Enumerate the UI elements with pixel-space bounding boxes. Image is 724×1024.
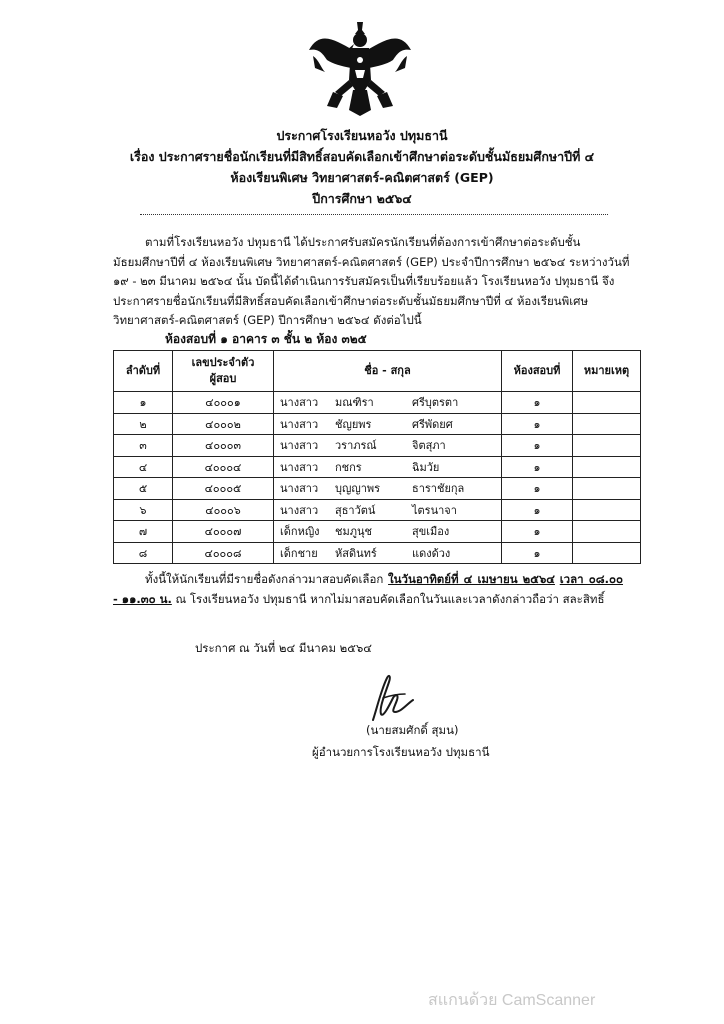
cell-id: ๔๐๐๐๓ <box>173 435 274 457</box>
cell-room: ๑ <box>502 392 573 414</box>
first-name: หัสดินทร์ <box>335 546 377 560</box>
name-prefix: นางสาว <box>280 482 319 496</box>
first-name: มณฑิรา <box>335 396 374 410</box>
header-id-line2: ผู้สอบ <box>209 372 237 385</box>
announcement-program: ห้องเรียนพิเศษ วิทยาศาสตร์-คณิตศาสตร์ (GEP) <box>230 170 494 185</box>
last-name: ไตรนาจา <box>412 503 457 517</box>
intro-paragraph <box>113 233 630 331</box>
name-prefix: นางสาว <box>280 417 319 431</box>
cell-name <box>274 413 502 435</box>
cell-id: ๔๐๐๐๔ <box>173 456 274 478</box>
cell-room: ๑ <box>502 456 573 478</box>
intro-line: ตามที่โรงเรียนหอวัง ปทุมธานี ได้ประกาศรับสมัครนักเรียนที่ต้องการเข้าศึกษาต่อระดับชั้น <box>145 235 581 249</box>
signature-icon <box>355 668 425 728</box>
first-name: สุธาวัตน์ <box>335 503 376 517</box>
table-row <box>114 499 641 521</box>
exam-room-title: ห้องสอบที่ ๑ อาคาร ๓ ชั้น ๒ ห้อง ๓๒๕ <box>165 332 367 346</box>
cell-name <box>274 542 502 564</box>
cell-note <box>573 478 641 500</box>
cell-order: ๔ <box>114 456 173 478</box>
announce-date: ประกาศ ณ วันที่ ๒๔ มีนาคม ๒๕๖๔ <box>195 641 372 655</box>
signer-title: ผู้อำนวยการโรงเรียนหอวัง ปทุมธานี <box>312 745 490 759</box>
name-prefix: นางสาว <box>280 439 319 453</box>
intro-line: วิทยาศาสตร์-คณิตศาสตร์ (GEP) ปีการศึกษา ๒๕๖๔ ดังต่อไปนี้ <box>113 313 422 327</box>
table-row <box>114 435 641 457</box>
last-name: แดงด้วง <box>412 546 451 560</box>
cell-order: ๘ <box>114 542 173 564</box>
first-name: ชมภูนุช <box>335 525 372 539</box>
cell-id: ๔๐๐๐๗ <box>173 521 274 543</box>
intro-line: ประกาศรายชื่อนักเรียนที่มีสิทธิ์สอบคัดเลือกเข้าศึกษาต่อระดับชั้นมัธยมศึกษาปีที่ ๔ ห้องเรียนพิเศษ <box>113 293 589 308</box>
cell-room: ๑ <box>502 413 573 435</box>
cell-name <box>274 499 502 521</box>
header-name: ชื่อ - สกุล <box>274 351 502 392</box>
announcement-subject: เรื่อง ประกาศรายชื่อนักเรียนที่มีสิทธิ์สอบคัดเลือกเข้าศึกษาต่อระดับชั้นมัธยมศึกษาปีที่ ๔ <box>129 149 595 164</box>
closing-text: ทั้งนี้ให้นักเรียนที่มีรายชื่อดังกล่าวมาสอบคัดเลือก <box>145 572 389 586</box>
header-id <box>173 351 274 392</box>
cell-note <box>573 413 641 435</box>
header-order: ลำดับที่ <box>114 351 173 392</box>
cell-name <box>274 392 502 414</box>
cell-room: ๑ <box>502 435 573 457</box>
cell-note <box>573 392 641 414</box>
first-name: กชกร <box>335 460 362 474</box>
garuda-emblem-icon <box>305 20 415 118</box>
last-name: ธาราชัยกุล <box>412 482 465 496</box>
header-note: หมายเหตุ <box>573 351 641 392</box>
signer-name: (นายสมศักดิ์ สุมน) <box>366 723 459 737</box>
cell-id: ๔๐๐๐๘ <box>173 542 274 564</box>
cell-note <box>573 435 641 457</box>
first-name: บุญญาพร <box>335 482 381 496</box>
cell-room: ๑ <box>502 478 573 500</box>
name-prefix: นางสาว <box>280 460 319 474</box>
name-prefix: นางสาว <box>280 503 319 517</box>
cell-order: ๑ <box>114 392 173 414</box>
cell-id: ๔๐๐๐๕ <box>173 478 274 500</box>
table-row <box>114 478 641 500</box>
table-row <box>114 456 641 478</box>
first-name: วราภรณ์ <box>335 439 377 453</box>
announcement-school-title: ประกาศโรงเรียนหอวัง ปทุมธานี <box>276 128 448 143</box>
last-name: สุขเมือง <box>412 525 450 539</box>
cell-order: ๒ <box>114 413 173 435</box>
announcement-year: ปีการศึกษา ๒๕๖๔ <box>312 191 412 206</box>
cell-order: ๗ <box>114 521 173 543</box>
cell-note <box>573 499 641 521</box>
last-name: ศรีบุตรตา <box>412 396 459 410</box>
scanner-watermark: สแกนด้วย CamScanner <box>428 992 596 1009</box>
closing-text: สละสิทธิ์ <box>562 591 605 606</box>
table-header-row <box>114 351 641 392</box>
closing-paragraph <box>113 570 623 609</box>
cell-order: ๖ <box>114 499 173 521</box>
cell-id: ๔๐๐๐๑ <box>173 392 274 414</box>
cell-room: ๑ <box>502 521 573 543</box>
cell-name <box>274 478 502 500</box>
candidate-table <box>113 350 641 564</box>
first-name: ชัญยพร <box>335 417 372 431</box>
cell-note <box>573 456 641 478</box>
closing-text: ณ โรงเรียนหอวัง ปทุมธานี หากไม่มาสอบคัดเลือกในวันและเวลาดังกล่าวถือว่า <box>171 591 559 606</box>
cell-note <box>573 521 641 543</box>
table-row <box>114 413 641 435</box>
cell-note <box>573 542 641 564</box>
dotted-divider <box>140 214 608 215</box>
cell-order: ๕ <box>114 478 173 500</box>
cell-name <box>274 521 502 543</box>
header-id-line1: เลขประจำตัว <box>191 356 255 369</box>
cell-room: ๑ <box>502 542 573 564</box>
name-prefix: นางสาว <box>280 396 319 410</box>
cell-id: ๔๐๐๐๒ <box>173 413 274 435</box>
last-name: ฉิมวัย <box>412 460 440 474</box>
name-prefix: เด็กชาย <box>280 546 318 560</box>
table-row <box>114 521 641 543</box>
name-prefix: เด็กหญิง <box>280 525 320 539</box>
cell-room: ๑ <box>502 499 573 521</box>
header-room: ห้องสอบที่ <box>502 351 573 392</box>
cell-id: ๔๐๐๐๖ <box>173 499 274 521</box>
intro-line: ๑๙ - ๒๓ มีนาคม ๒๕๖๔ นั้น บัดนี้ได้ดำเนินการรับสมัครเป็นที่เรียบร้อยแล้ว โรงเรียนหอวัง ปทุมธานี จึง <box>113 274 615 288</box>
cell-name <box>274 456 502 478</box>
last-name: ศรีพัดยศ <box>412 417 453 431</box>
table-row <box>114 542 641 564</box>
intro-line: มัธยมศึกษาปีที่ ๔ ห้องเรียนพิเศษ วิทยาศาสตร์-คณิตศาสตร์ (GEP) ประจำปีการศึกษา ๒๕๖๔ ระหว่างวันที่ <box>113 254 630 269</box>
last-name: จิตสุภา <box>412 439 446 453</box>
cell-name <box>274 435 502 457</box>
exam-time: เวลา ๐๘.๐๐ - ๑๑.๓๐ น. <box>113 572 623 606</box>
cell-order: ๓ <box>114 435 173 457</box>
exam-date: ในวันอาทิตย์ที่ ๔ เมษายน ๒๕๖๔ <box>388 572 555 586</box>
table-row <box>114 392 641 414</box>
